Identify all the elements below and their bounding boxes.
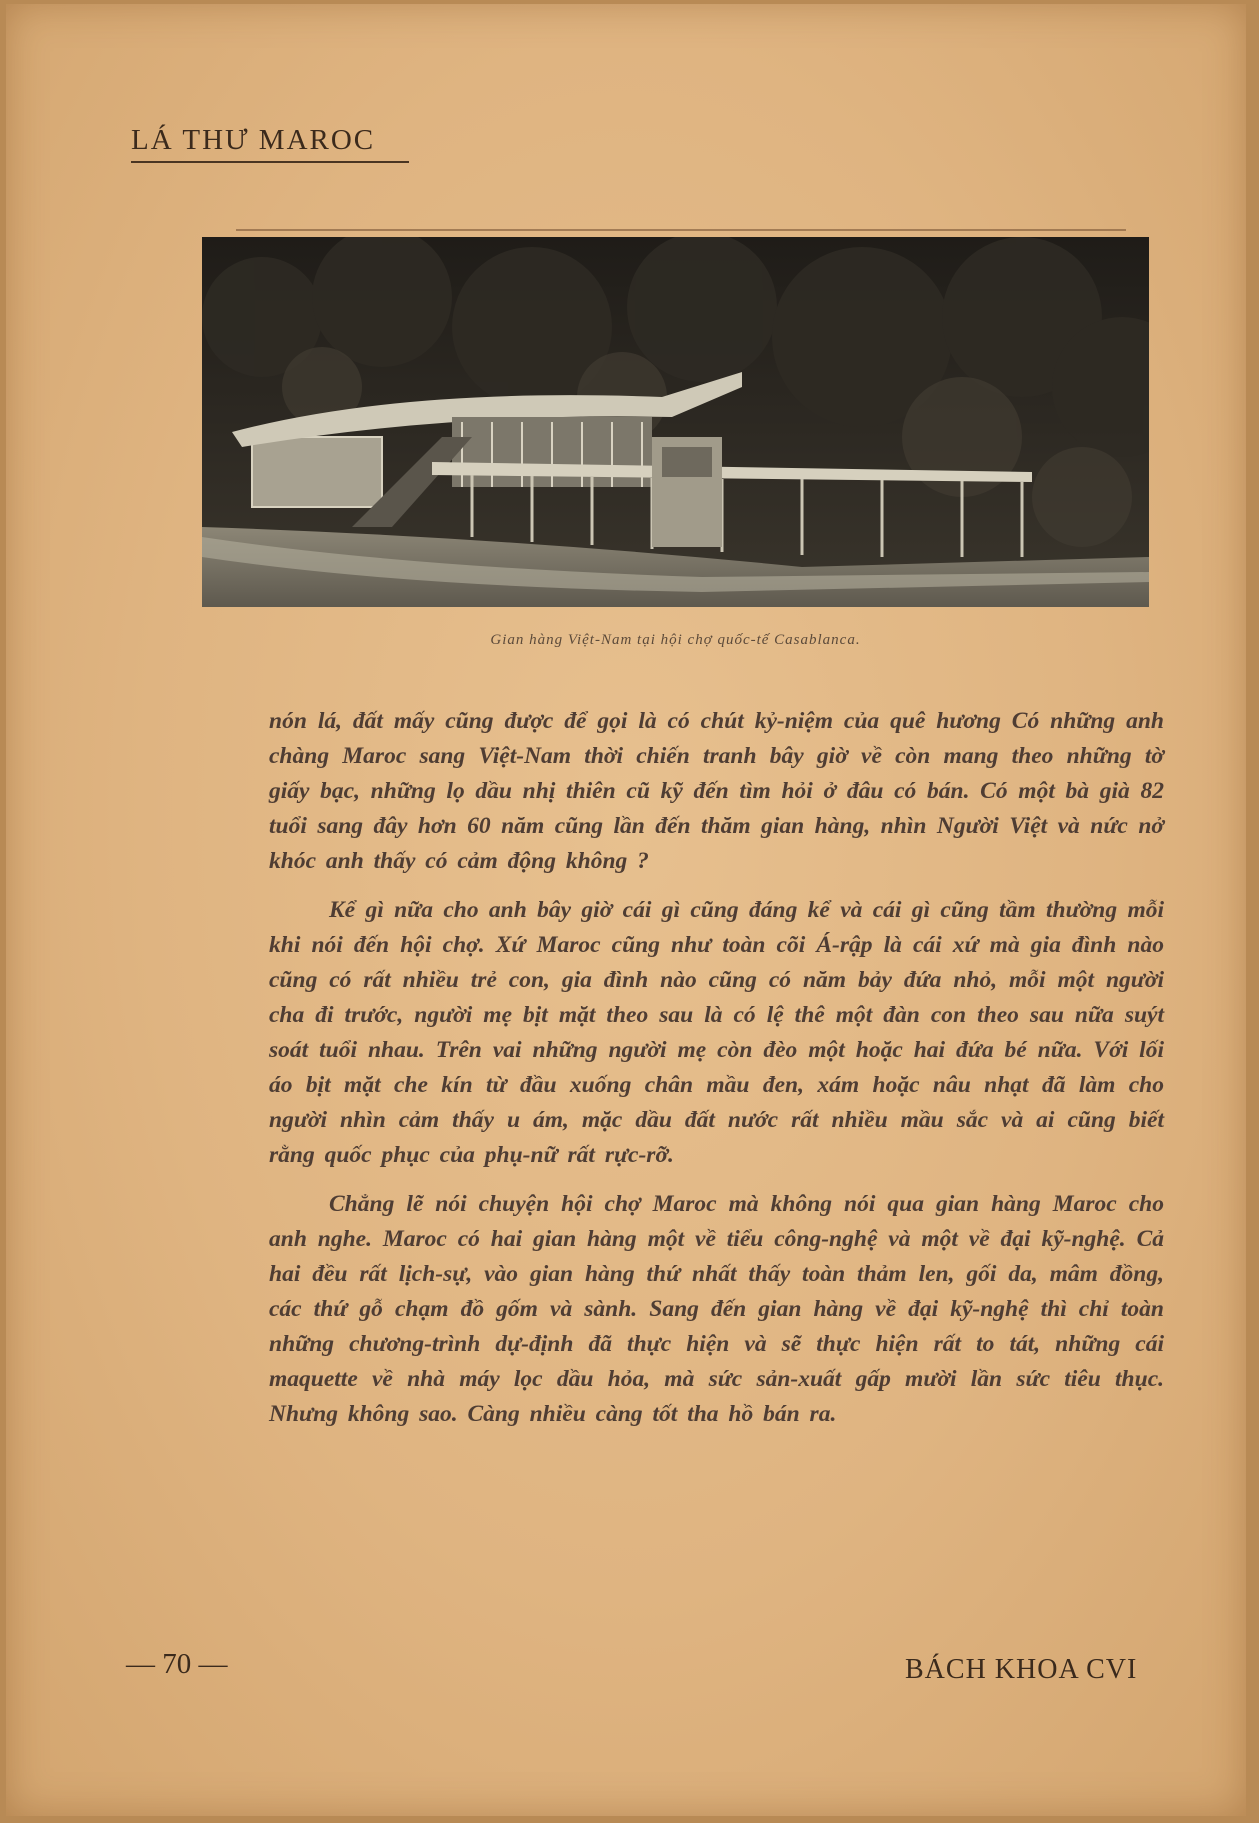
- paragraph: Kể gì nữa cho anh bây giờ cái gì cũng đáng kể và cái gì cũng tầm thường mỗi khi nói đến hội chợ. Xứ Maroc cũng như toàn cõi Á-rập là cái xứ mà gia đình nào cũng có rất nhiều trẻ con, gia đình nào cũng có năm bảy đứa nhỏ, mỗi một người cha đi trước, người mẹ bịt mặt theo sau là có lệ thê một đàn con theo sau nữa suýt soát tuổi nhau. Trên vai những người mẹ còn đèo một hoặc hai đứa bé nữa. Với lối áo bịt mặt che kín từ đầu xuống chân mầu đen, xám hoặc nâu nhạt đã làm cho người nhìn cảm thấy u ám, mặc dầu đất nước rất nhiều mầu sắc và ai cũng biết rằng quốc phục của phụ-nữ rất rực-rỡ.: [269, 897, 1164, 1168]
- pavilion-photo-illustration: [202, 237, 1149, 607]
- pavilion-photo: [202, 237, 1149, 607]
- article-body: [269, 704, 1164, 1446]
- magazine-title: BÁCH KHOA CVI: [905, 1654, 1138, 1685]
- page-number: — 70 —: [126, 1648, 228, 1680]
- photo-caption: Gian hàng Việt-Nam tại hội chợ quốc-tế Casablanca.: [490, 632, 861, 648]
- section-header: LÁ THƯ MAROC: [131, 124, 409, 163]
- paragraph: Chẳng lẽ nói chuyện hội chợ Maroc mà không nói qua gian hàng Maroc cho anh nghe. Maroc có hai gian hàng một về tiểu công-nghệ và một về đại kỹ-nghệ. Cả hai đều rất lịch-sự, vào gian hàng thứ nhất thấy toàn thảm len, gối da, mâm đồng, các thứ gỗ chạm đồ gốm và sành. Sang đến gian hàng về đại kỹ-nghệ thì chỉ toàn những chương-trình dự-định đã thực hiện và sẽ thực hiện rất to tát, những cái maquette về nhà máy lọc dầu hỏa, mà sức sản-xuất gấp mười lần sức tiêu thục. Nhưng không sao. Càng nhiều càng tốt tha hồ bán ra.: [269, 1191, 1164, 1427]
- paragraph: nón lá, đất mấy cũng được để gọi là có chút kỷ-niệm của quê hương Có những anh chàng Maroc sang Việt-Nam thời chiến tranh bây giờ về còn mang theo những tờ giấy bạc, những lọ dầu nhị thiên cũ kỹ đến tìm hỏi ở đâu có bán. Có một bà già 82 tuổi sang đây hơn 60 năm cũng lần đến thăm gian hàng, nhìn Người Việt và nức nở khóc anh thấy có cảm động không ?: [269, 708, 1164, 874]
- magazine-page: [6, 4, 1246, 1816]
- divider-line: [236, 229, 1126, 231]
